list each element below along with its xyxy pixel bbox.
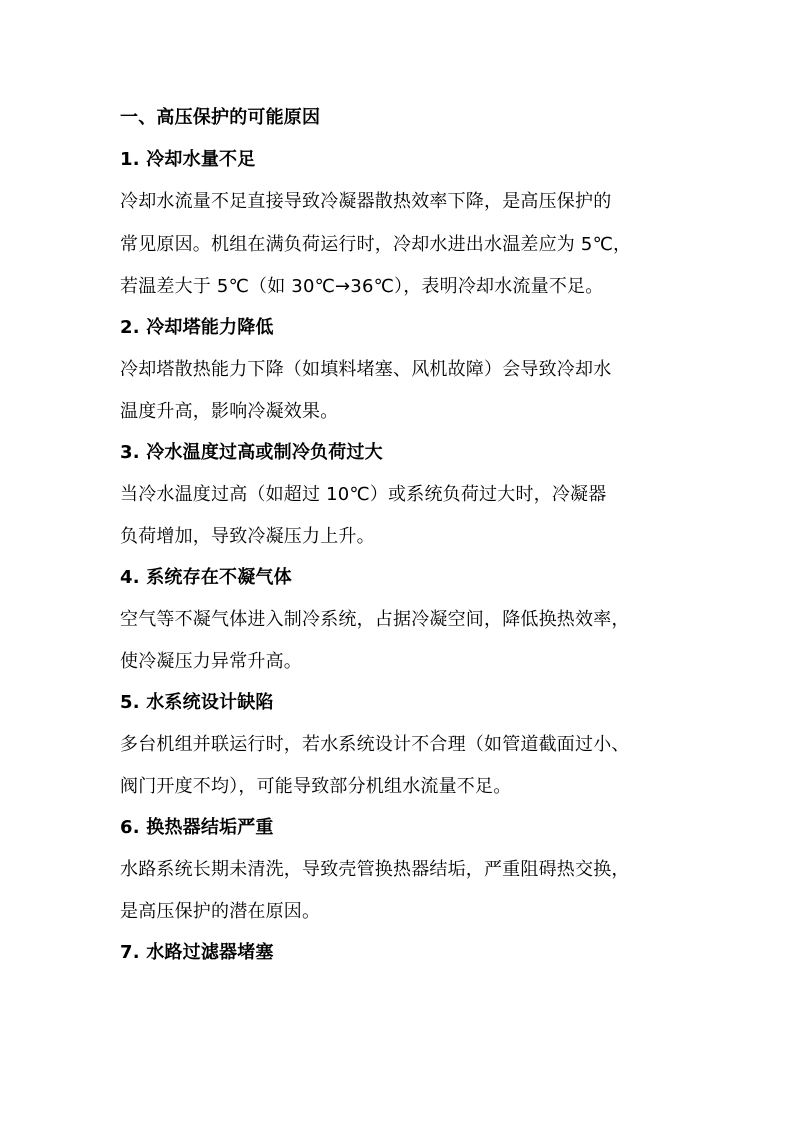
item-heading-7: 7. 水路过滤器堵塞: [120, 942, 274, 963]
item-4-line-2: 使冷凝压力异常升高。: [120, 651, 302, 672]
item-heading-3: 3. 冷水温度过高或制冷负荷过大: [120, 442, 383, 463]
item-2-line-1: 冷却塔散热能力下降（如填料堵塞、风机故障）会导致冷却水: [120, 359, 612, 380]
item-2-line-2: 温度升高，影响冷凝效果。: [120, 401, 339, 422]
item-heading-5: 5. 水系统设计缺陷: [120, 692, 274, 713]
item-1-line-2: 常见原因。机组在满负荷运行时，冷却水进出水温差应为 5℃，: [120, 234, 632, 255]
item-1-line-1: 冷却水流量不足直接导致冷凝器散热效率下降，是高压保护的: [120, 191, 612, 212]
item-heading-6: 6. 换热器结垢严重: [120, 817, 274, 838]
item-1-line-3: 若温差大于 5℃（如 30℃→36℃），表明冷却水流量不足。: [120, 276, 604, 297]
item-6-line-2: 是高压保护的潜在原因。: [120, 901, 321, 922]
item-4-line-1: 空气等不凝气体进入制冷系统，占据冷凝空间，降低换热效率，: [120, 609, 630, 630]
section-title: 一、高压保护的可能原因: [120, 107, 321, 128]
item-heading-4: 4. 系统存在不凝气体: [120, 567, 292, 588]
item-heading-1: 1. 冷却水量不足: [120, 149, 256, 170]
item-5-line-1: 多台机组并联运行时，若水系统设计不合理（如管道截面过小、: [120, 734, 630, 755]
item-3-line-1: 当冷水温度过高（如超过 10℃）或系统负荷过大时，冷凝器: [120, 484, 607, 505]
item-6-line-1: 水路系统长期未清洗，导致壳管换热器结垢，严重阻碍热交换，: [120, 859, 630, 880]
item-5-line-2: 阀门开度不均），可能导致部分机组水流量不足。: [120, 776, 512, 797]
item-heading-2: 2. 冷却塔能力降低: [120, 317, 274, 338]
item-3-line-2: 负荷增加，导致冷凝压力上升。: [120, 526, 375, 547]
